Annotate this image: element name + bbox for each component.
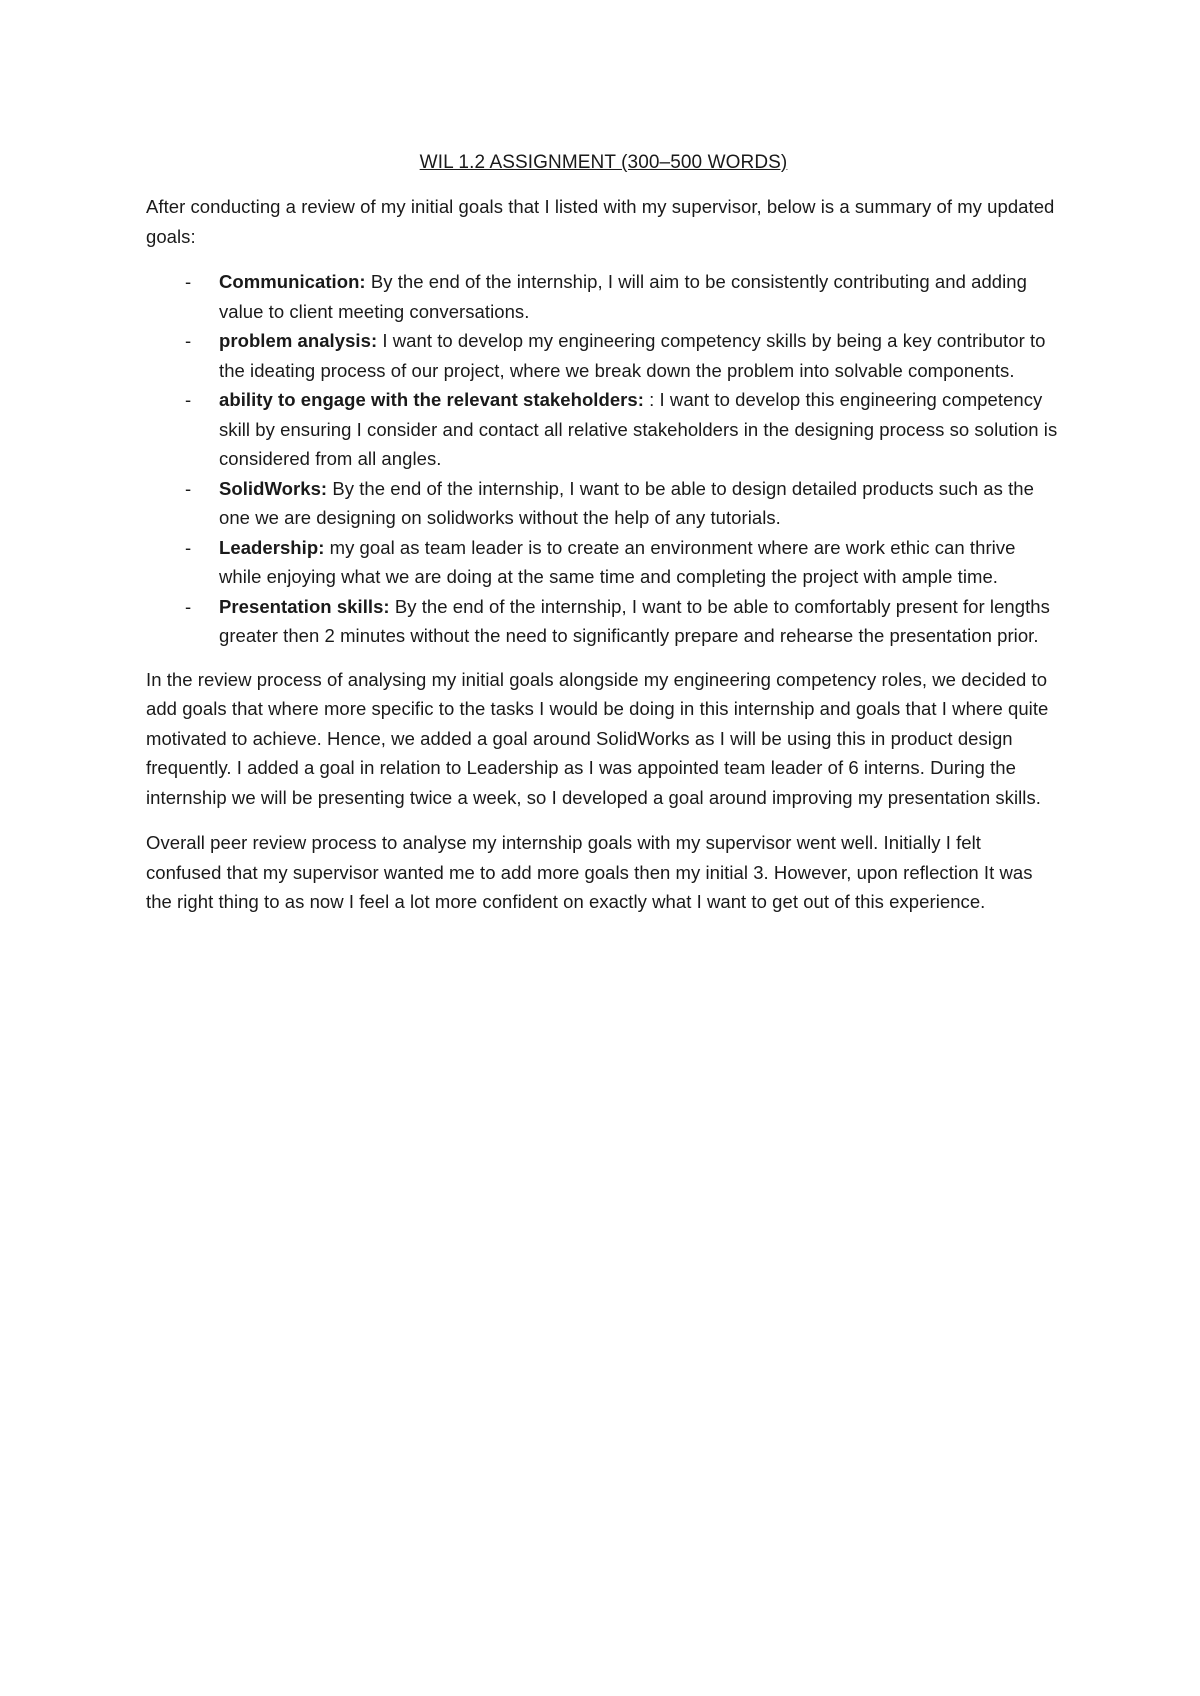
goal-text: By the end of the internship, I want to be able to design detailed products such as the one we are designing on solidworks without the help of any tutorials. (219, 477, 1034, 528)
list-dash: - (185, 595, 192, 617)
closing-paragraph: Overall peer review process to analyse my internship goals with my supervisor went well. Initially I felt confused that my supervisor wanted me to add more goals then my initial 3. However, upon reflection It was the right thing to as now I feel a lot more confident on exactly what I want to get out of this experience. (146, 832, 1033, 912)
goal-text: By the end of the internship, I want to be able to comfortably present for lengths greater then 2 minutes without the need to significantly prepare and rehearse the presentation prior. (219, 595, 1050, 646)
document-body (146, 150, 1061, 917)
goals-list (146, 267, 1061, 651)
goal-item-problem-analysis (146, 326, 1061, 385)
goal-item-solidworks (146, 474, 1061, 533)
goal-text: By the end of the internship, I will aim to be consistently contributing and adding value to client meeting conversations. (219, 271, 1027, 322)
review-paragraph: In the review process of analysing my initial goals alongside my engineering competency roles, we decided to add goals that where more specific to the tasks I would be doing in this internship and goals that I where quite motivated to achieve. Hence, we added a goal around SolidWorks as I will be using this in product design frequently. I added a goal in relation to Leadership as I was appointed team leader of 6 interns. During the internship we will be presenting twice a week, so I developed a goal around improving my presentation skills. (146, 668, 1049, 808)
goal-text: my goal as team leader is to create an environment where are work ethic can thrive while enjoying what we are doing at the same time and completing the project with ample time. (219, 536, 1016, 587)
goal-label: problem analysis: (219, 330, 378, 351)
list-dash: - (185, 536, 192, 558)
goal-text: I want to develop my engineering competency skills by being a key contributor to the ideating process of our project, where we break down the problem into solvable components. (219, 330, 1046, 381)
goal-item-stakeholders (146, 385, 1061, 474)
list-dash: - (185, 271, 192, 292)
goal-label: SolidWorks: (219, 477, 328, 499)
goal-label: Leadership: (219, 536, 325, 558)
goal-label: Presentation skills: (219, 595, 390, 617)
list-dash: - (185, 477, 192, 499)
goal-item-leadership (146, 533, 1061, 592)
list-dash: - (185, 389, 192, 410)
goal-label: Communication: (219, 271, 366, 292)
goal-item-presentation-skills (146, 592, 1061, 651)
list-dash: - (185, 330, 192, 351)
goal-text: : I want to develop this engineering competency skill by ensuring I consider and contact all relative stakeholders in the designing process so solution is considered from all angles. (219, 389, 1058, 469)
goal-item-communication (146, 267, 1061, 326)
goal-label: ability to engage with the relevant stakeholders: (219, 389, 644, 410)
page-title: WIL 1.2 ASSIGNMENT (300–500 WORDS) (419, 152, 788, 173)
intro-paragraph: After conducting a review of my initial goals that I listed with my supervisor, below is a summary of my updated goals: (146, 196, 1055, 247)
